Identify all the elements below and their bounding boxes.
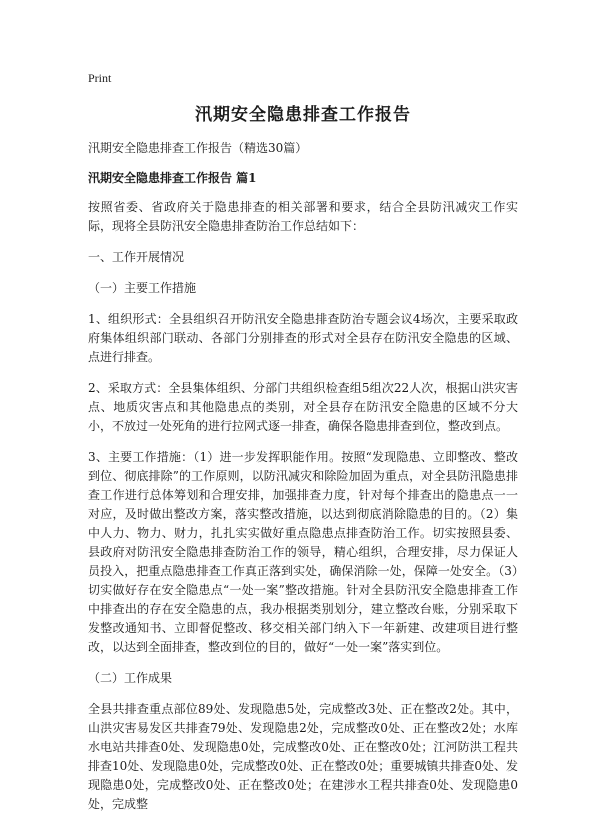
intro-paragraph: 按照省委、省政府关于隐患排查的相关部署和要求，结合全县防汛减灾工作实际，现将全县防汛安全隐患排查防治工作总结如下： [88,200,518,233]
paragraph-organization: 1、组织形式：全县组织召开防汛安全隐患排查防治专题会议4场次，主要采取政府集体组织部门联动、各部门分别排查的形式对全县存在防汛安全隐患的区域、点进行排查。 [88,312,518,364]
document-page [88,68,518,814]
document-title: 汛期安全隐患排查工作报告 [195,105,411,125]
paragraph-measures: 3、主要工作措施：（1）进一步发挥职能作用。按照“发现隐患、立即整改、整改到位、彻底排除”的工作原则，以防汛减灾和除险加固为重点，对全县防汛隐患排查工作进行总体筹划和合理安排，加强排查力度，针对每个排查出的隐患点一一对应，及时做出整改方案，落实整改措施，以达到彻底消除隐患的目的。（2）集中人力、物力、财力，扎扎实实做好重点隐患点排查防治工作。切实按照县委、县政府对防汛安全隐患排查防治工作的领导，精心组织，合理安排，尽力保证人员投入，把重点隐患排查工作真正落到实处，确保消除一处，保障一处安全。（3）切实做好存在安全隐患点“一处一案”整改措施。针对全县防汛安全隐患排查工作中排查出的存在安全隐患的点，我办根据类别划分，建立整改台账，分别采取下发整改通知书、立即督促整改、移交相关部门纳入下一年新建、改建项目进行整改，以达到全面排查，整改到位的目的，做好“一处一案”落实到位。 [88,450,518,654]
paragraph-results: 全县共排查重点部位89处、发现隐患5处，完成整改3处、正在整改2处。其中，山洪灾害易发区共排查79处、发现隐患2处，完成整改0处、正在整改2处；水库水电站共排查0处、发现隐患0处，完成整改0处、正在整改0处；江河防洪工程共排查10处、发现隐患0处，完成整改0处、正在整改0处；重要城镇共排查0处、发现隐患0处，完成整改0处、正在整改0处；在建涉水工程共排查0处、发现隐患0处，完成整 [88,702,518,811]
heading-work-status: 一、工作开展情况 [88,250,185,264]
heading-main-measures: （一）主要工作措施 [88,281,197,295]
document-subtitle: 汛期安全隐患排查工作报告（精选30篇） [88,141,308,155]
section-heading: 汛期安全隐患排查工作报告 篇1 [88,171,257,185]
print-link[interactable]: Print [88,71,112,85]
paragraph-method: 2、采取方式：全县集体组织、分部门共组织检查组5组次22人次，根据山洪灾害点、地质灾害点和其他隐患点的类别，对全县存在防汛安全隐患的区域不分大小，不放过一处死角的进行拉网式逐一排查，确保各隐患排查到位，整改到点。 [88,381,518,433]
heading-results: （二）工作成果 [88,671,173,685]
